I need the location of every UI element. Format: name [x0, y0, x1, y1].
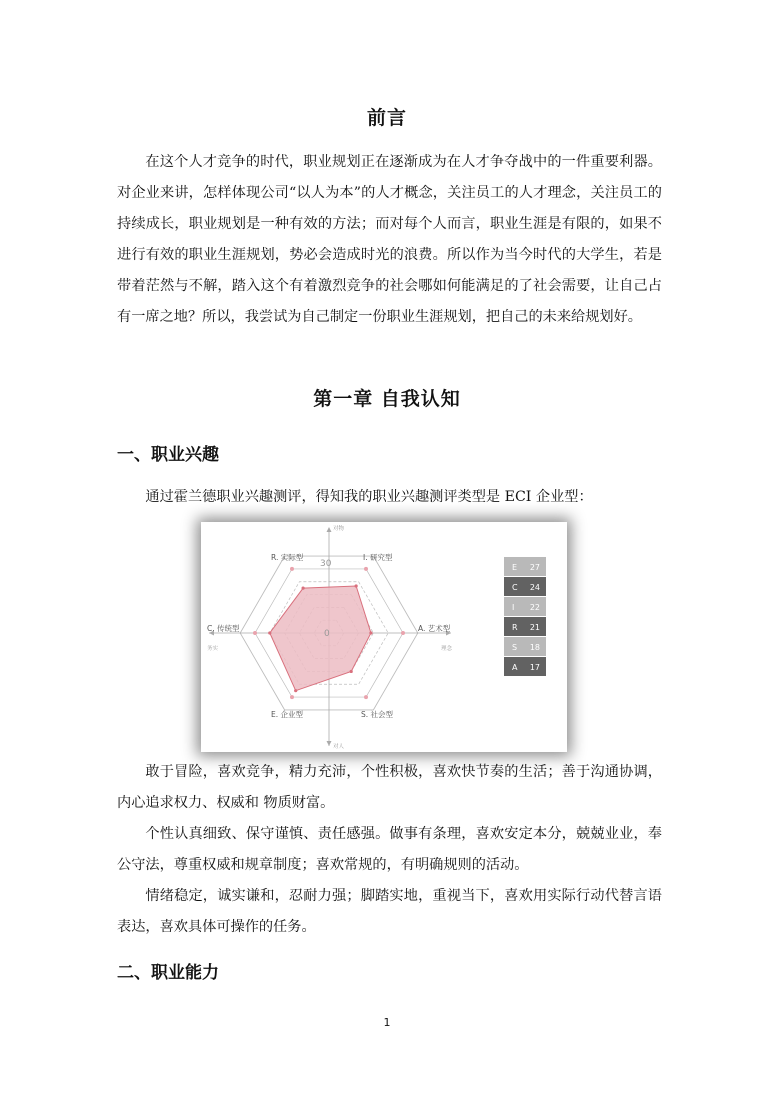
- arrow-down-icon: [327, 741, 332, 746]
- radar-quadrant-label-right: 理念: [441, 646, 453, 652]
- radar-vertex-dot: [290, 567, 294, 571]
- legend-code: A: [512, 663, 518, 672]
- radar-data-point: [350, 670, 353, 673]
- radar-chart: [201, 522, 567, 752]
- radar-vertex-dot: [253, 631, 257, 635]
- radar-axis-label: R. 实际型: [271, 553, 304, 562]
- section-heading-ability: 二、职业能力: [117, 963, 219, 983]
- legend-code: C: [512, 583, 518, 592]
- legend-code: E: [512, 563, 518, 572]
- legend-value: 17: [529, 663, 540, 672]
- legend-value: 27: [529, 563, 540, 572]
- radar-axis-label: I. 研究型: [363, 553, 393, 562]
- page-number: 1: [383, 1016, 391, 1029]
- radar-quadrant-label-top: 对物: [333, 526, 345, 532]
- preface-paragraph: 在这个人才竞争的时代，职业规划正在逐渐成为在人才争夺战中的一件重要利器。对企业来讲，怎样体现公司“以人为本”的人才概念，关注员工的人才理念，关注员工的持续成长，职业规划是一种有效的方法；而对每个人而言，职业生涯是有限的，如果不进行有效的职业生涯规划，势必会造成时光的浪费。所以作为当今时代的大学生，若是带着茫然与不解，踏入这个有着激烈竞争的社会哪如何能满足的了社会需要，让自己占有一席之地？所以，我尝试为自己制定一份职业生涯规划，把自己的未来给规划好。: [117, 154, 662, 325]
- radar-tick-label-center: 0: [324, 629, 330, 639]
- legend-value: 21: [529, 623, 540, 632]
- radar-vertex-dot: [364, 567, 368, 571]
- legend-code: S: [512, 643, 518, 652]
- interest-paragraph-1: 敢于冒险，喜欢竞争，精力充沛，个性积极，喜欢快节奏的生活；善于沟通协调，内心追求权力、权威和 物质财富。: [117, 764, 662, 811]
- radar-vertex-dot: [401, 631, 405, 635]
- arrow-up-icon: [327, 527, 332, 532]
- legend-code: I: [512, 603, 515, 612]
- radar-axis-label: E. 企业型: [271, 710, 304, 719]
- legend-value: 22: [529, 603, 540, 612]
- radar-quadrant-label-left: 务实: [207, 646, 219, 652]
- interest-paragraph-2: 个性认真细致、保守谨慎、责任感强。做事有条理，喜欢安定本分，兢兢业业，奉公守法，尊重权威和规章制度；喜欢常规的，有明确规则的活动。: [117, 826, 662, 873]
- radar-data-point: [369, 631, 372, 634]
- radar-data-point: [302, 587, 305, 590]
- legend-code: R: [512, 623, 518, 632]
- radar-data-point: [294, 689, 297, 692]
- radar-vertex-dot: [290, 695, 294, 699]
- holland-radar-figure: [201, 522, 567, 752]
- interest-paragraph-3: 情绪稳定，诚实谦和，忍耐力强；脚踏实地，重视当下，喜欢用实际行动代替言语表达，喜欢具体可操作的任务。: [117, 888, 662, 935]
- radar-axis-label: S. 社会型: [361, 710, 394, 719]
- legend-value: 18: [529, 643, 540, 652]
- section-heading-interest: 一、职业兴趣: [117, 445, 219, 465]
- preface-title: 前言: [366, 107, 407, 129]
- radar-data-point: [268, 631, 271, 634]
- radar-data-point: [355, 584, 358, 587]
- interest-intro-paragraph: 通过霍兰德职业兴趣测评，得知我的职业兴趣测评类型是 ECI 企业型：: [145, 489, 593, 505]
- radar-axis-label: C. 传统型: [207, 624, 240, 633]
- legend-value: 24: [529, 583, 540, 592]
- radar-quadrant-label-bottom: 对人: [333, 744, 345, 750]
- radar-axis-label: A. 艺术型: [418, 624, 451, 633]
- radar-tick-label-max: 30: [320, 559, 332, 569]
- radar-data-area: [270, 586, 371, 691]
- chapter-title: 第一章 自我认知: [313, 388, 461, 410]
- radar-vertex-dot: [364, 695, 368, 699]
